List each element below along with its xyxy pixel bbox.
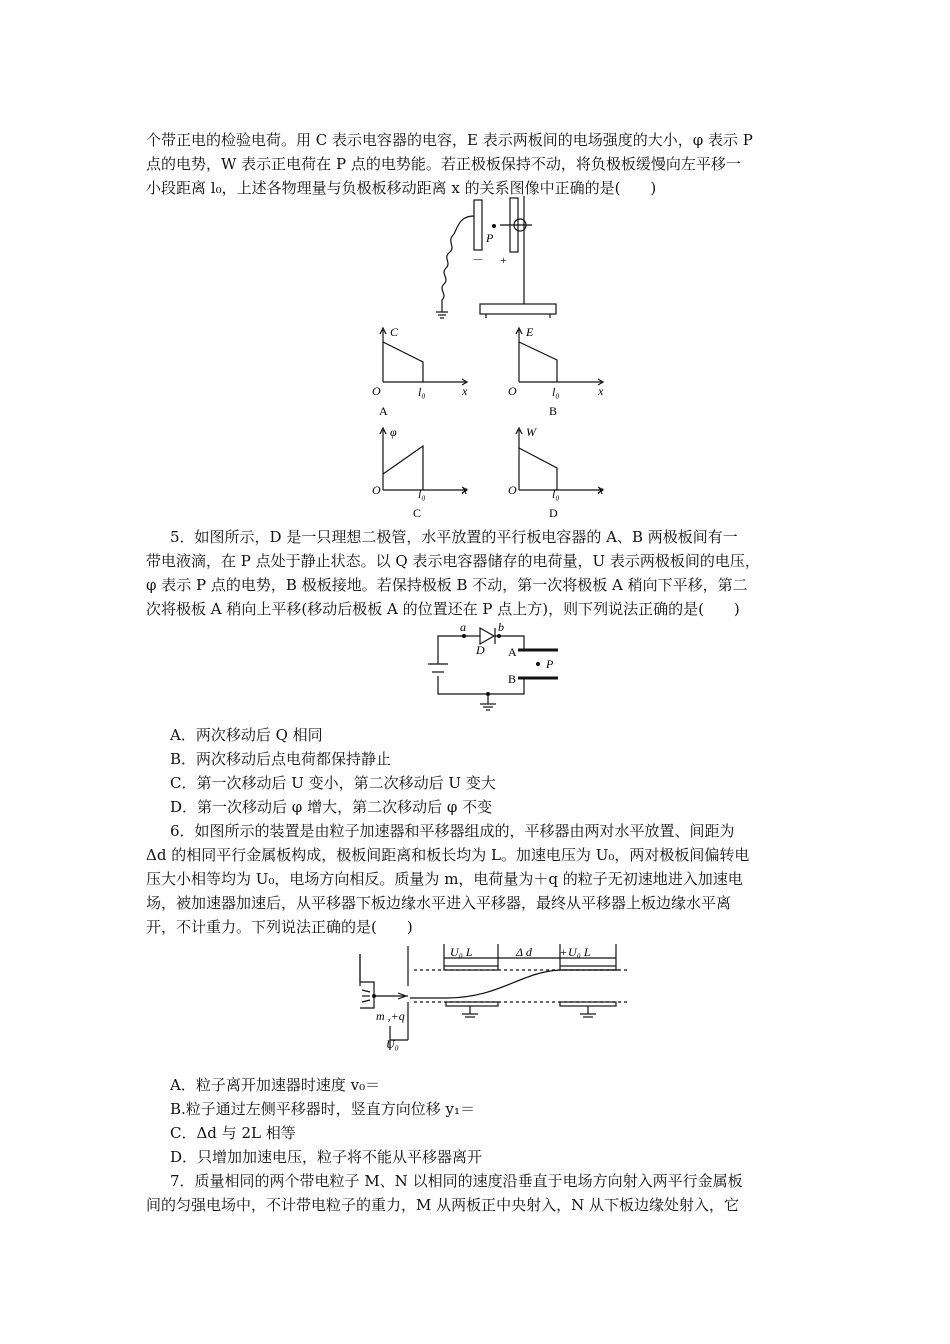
graph-c-xlabel: x <box>462 483 468 497</box>
q6-line-4: 场，被加速器加速后，从平移器下板边缘水平进入平移器，最终从平移器上板边缘水平离 <box>146 894 732 912</box>
graph-b-l0: l₀ <box>552 385 560 399</box>
graph-c-letter: C <box>413 506 422 520</box>
point-p-dot <box>492 224 496 228</box>
label-a: a <box>460 620 466 634</box>
graph-c <box>368 424 478 522</box>
plus-label: + <box>560 945 567 959</box>
label-plate-b: B <box>508 672 517 686</box>
q5-option-b: B．两次移动后点电荷都保持静止 <box>170 750 392 768</box>
graph-b-curve <box>519 342 557 382</box>
graph-a-origin: O <box>372 384 381 398</box>
graph-d-xlabel: x <box>598 483 604 497</box>
q6-line-5: 开，不计重力。下列说法正确的是( ) <box>146 918 413 936</box>
left-u0l-label: U₀ L <box>450 945 473 959</box>
stand-base <box>480 304 556 314</box>
coiled-wire <box>442 216 474 312</box>
q6-line-2: Δd 的相同平行金属板构成，极板间距离和板长均为 L。加速电压为 U₀，两对极板间偏转电 <box>146 846 750 864</box>
graph-a-letter: A <box>379 404 388 418</box>
particle-shifter-figure <box>350 940 632 1052</box>
label-diode: D <box>476 643 485 657</box>
q6-option-b: B.粒子通过左侧平移器时，竖直方向位移 y₁＝ <box>170 1100 476 1118</box>
delta-d-label: Δ d <box>516 945 532 959</box>
diode-circuit-figure <box>418 620 578 712</box>
intro-line-3: 小段距离 l₀，上述各物理量与负极板移动距离 x 的关系图像中正确的是( ) <box>146 179 657 197</box>
right-bottom-plate <box>560 1002 616 1006</box>
graph-d-letter: D <box>549 506 558 520</box>
q5-line-4: 次将极板 A 稍向上平移(移动后极板 A 的位置还在 P 点上方)，则下列说法正确的是( ) <box>146 600 740 618</box>
q5-option-c: C．第一次移动后 U 变小，第二次移动后 U 变大 <box>170 774 496 792</box>
q6-line-1: 6．如图所示的装置是由粒子加速器和平移器组成的，平移器由两对水平放置、间距为 <box>170 822 735 840</box>
particle-trajectory <box>410 970 620 998</box>
graph-d-origin: O <box>508 483 517 497</box>
capacitor-apparatus-figure <box>420 196 580 322</box>
graph-b-origin: O <box>508 384 517 398</box>
q6-option-d: D．只增加加速电压，粒子将不能从平移器离开 <box>170 1148 483 1166</box>
q5-line-1: 5．如图所示，D 是一只理想二极管，水平放置的平行板电容器的 A、B 两极板间有一 <box>170 528 738 546</box>
graph-c-curve <box>383 446 423 490</box>
u0-label: U₀ <box>386 1037 399 1051</box>
mass-charge-label: m ,+q <box>376 1009 405 1023</box>
diode-symbol <box>480 628 494 644</box>
q5-line-3: φ 表示 P 点的电势，B 极板接地。若保持极板 B 不动，第一次将极板 A 稍向下平移，第二 <box>146 576 748 594</box>
graph-d-curve <box>519 448 557 490</box>
plus-sign: + <box>500 253 507 267</box>
right-u0l-label: U₀ L <box>568 945 591 959</box>
graph-d <box>504 424 614 522</box>
q5-option-a: A．两次移动后 Q 相同 <box>170 726 323 744</box>
graph-a <box>368 322 478 420</box>
q5-option-d: D．第一次移动后 φ 增大，第二次移动后 φ 不变 <box>170 798 493 816</box>
point-p-label: P <box>486 231 494 245</box>
label-b: b <box>498 620 504 634</box>
q6-option-c: C．Δd 与 2L 相等 <box>170 1124 296 1142</box>
graph-b-letter: B <box>549 404 558 418</box>
label-plate-a: A <box>508 645 517 659</box>
graph-c-ylabel: φ <box>390 425 397 439</box>
graph-d-l0: l₀ <box>552 487 560 501</box>
graph-a-xlabel: x <box>462 384 468 398</box>
graph-b-xlabel: x <box>598 384 604 398</box>
graph-d-ylabel: W <box>526 425 536 439</box>
label-p: P <box>546 657 554 671</box>
left-top-plate <box>444 966 498 970</box>
graph-a-l0: l₀ <box>418 385 426 399</box>
q6-option-a: A．粒子离开加速器时速度 v₀＝ <box>170 1076 381 1094</box>
intro-line-2: 点的电势，W 表示正电荷在 P 点的电势能。若正极板保持不动，将负极板缓慢向左平移一 <box>146 155 741 173</box>
q5-line-2: 带电液滴，在 P 点处于静止状态。以 Q 表示电容器储存的电荷量，U 表示两极板间的电压， <box>146 552 760 570</box>
intro-line-1: 个带正电的检验电荷。用 C 表示电容器的电容，E 表示两板间的电场强度的大小，φ 表示 P <box>146 131 753 149</box>
graph-a-ylabel: C <box>390 325 399 339</box>
q7-line-1: 7．质量相同的两个带电粒子 M、N 以相同的速度沿垂直于电场方向射入两平行金属板 <box>170 1172 743 1190</box>
left-bottom-plate <box>446 1002 498 1006</box>
graph-b-ylabel: E <box>526 325 534 339</box>
q6-line-3: 压大小相等均为 U₀，电场方向相反。质量为 m，电荷量为＋q 的粒子无初速地进入加速电 <box>146 870 743 888</box>
graph-a-curve <box>383 342 423 382</box>
graph-c-origin: O <box>372 483 381 497</box>
q7-line-2: 间的匀强电场中，不计带电粒子的重力，M 从两板正中央射入，N 从下板边缘处射入，它 <box>146 1196 740 1214</box>
graph-b <box>504 322 614 420</box>
minus-sign: － <box>472 253 485 267</box>
graph-c-l0: l₀ <box>418 487 426 501</box>
negative-plate <box>474 200 482 250</box>
